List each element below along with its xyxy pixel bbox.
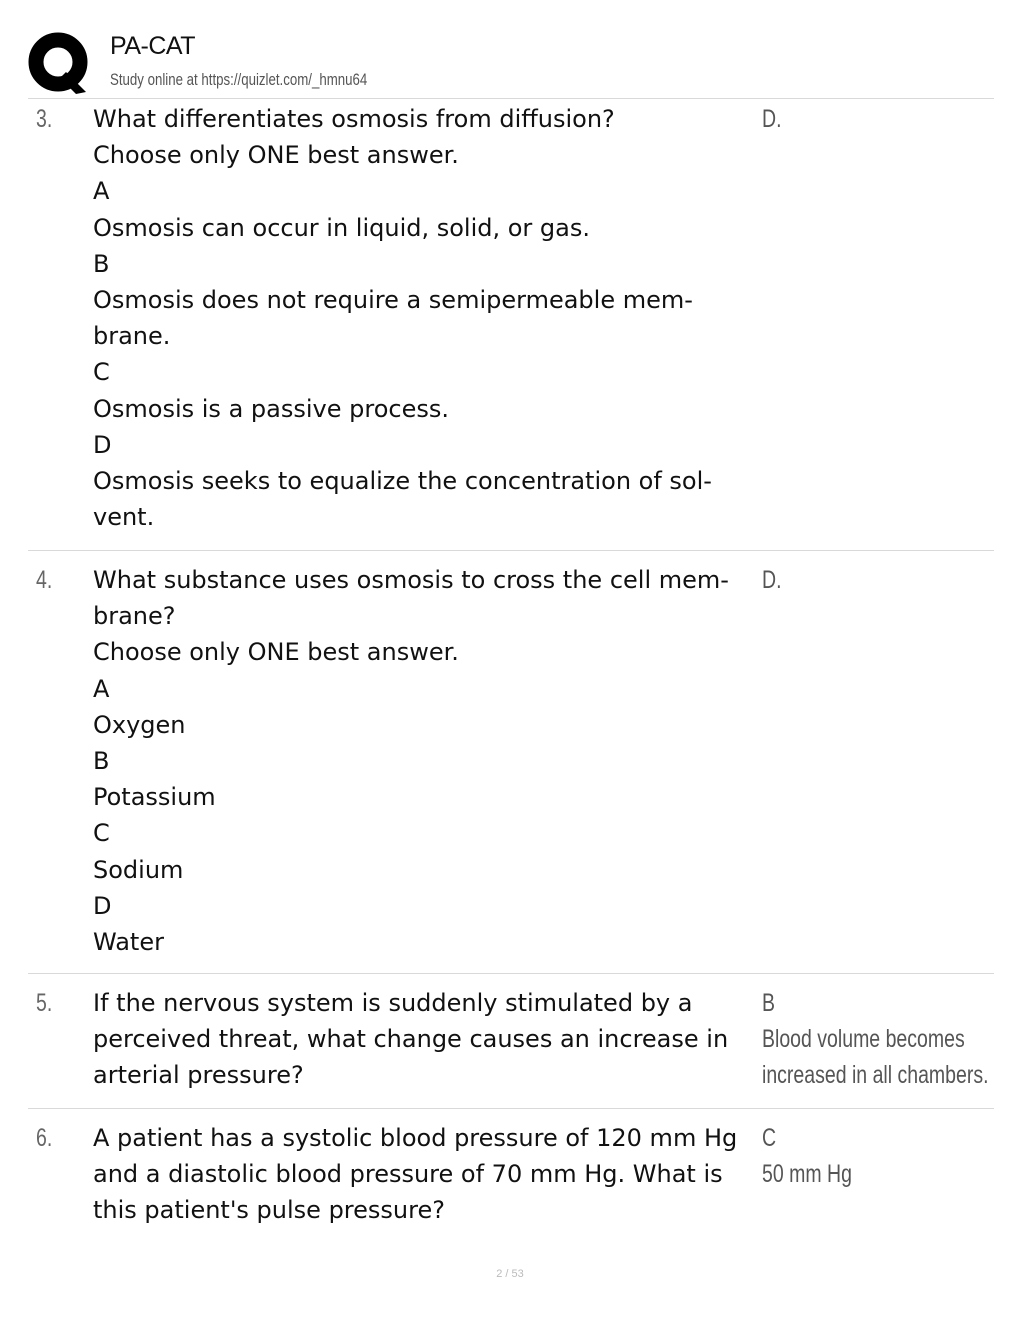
option-letter: A	[93, 177, 110, 206]
question-line: If the nervous system is suddenly stimulated by a	[93, 989, 693, 1017]
answer-line: C	[762, 1124, 777, 1152]
card-number: 5.	[36, 989, 53, 1017]
card-number: 6.	[36, 1124, 53, 1152]
card-answer	[762, 1120, 994, 1192]
question-line: brane?	[93, 602, 176, 631]
option-text: Osmosis can occur in liquid, solid, or gas.	[93, 213, 591, 242]
set-url-line: Study online at https://quizlet.com/_hmnu64	[110, 70, 368, 89]
page-number: 2 / 53	[496, 1268, 524, 1280]
option-letter: A	[93, 674, 110, 703]
option-letter: C	[93, 358, 110, 387]
card-answer	[762, 562, 994, 598]
answer-line: D.	[762, 105, 782, 133]
set-title: PA-CAT	[110, 32, 195, 60]
answer-line: Blood volume becomes	[762, 1025, 965, 1054]
question-line: A patient has a systolic blood pressure of 120 mm Hg	[93, 1124, 738, 1152]
question-line: What differentiates osmosis from diffusion?	[93, 105, 615, 133]
card-answer	[762, 101, 994, 137]
flashcard-5	[28, 985, 994, 1109]
option-letter: D	[93, 430, 112, 459]
question-line: arterial pressure?	[93, 1061, 304, 1090]
answer-line: 50 mm Hg	[762, 1160, 852, 1189]
answer-line: increased in all chambers.	[762, 1061, 989, 1090]
question-line: perceived threat, what change causes an increase in	[93, 1025, 729, 1054]
card-question	[93, 985, 758, 1094]
answer-line: B	[762, 989, 776, 1017]
question-line: and a diastolic blood pressure of 70 mm Hg. What is	[93, 1160, 723, 1189]
card-question	[93, 562, 758, 960]
question-line: Choose only ONE best answer.	[93, 638, 459, 667]
flashcard-3	[28, 101, 994, 551]
option-text: brane.	[93, 322, 171, 351]
flashcard-4	[28, 562, 994, 974]
option-text: Osmosis is a passive process.	[93, 394, 449, 423]
page-header	[28, 28, 994, 99]
option-text: Water	[93, 928, 164, 957]
flashcard-6	[28, 1120, 994, 1240]
question-line: What substance uses osmosis to cross the cell mem-	[93, 566, 729, 594]
option-text: Sodium	[93, 855, 184, 884]
option-letter: B	[93, 249, 110, 278]
option-text: vent.	[93, 503, 155, 532]
option-text: Osmosis seeks to equalize the concentration of sol-	[93, 467, 712, 496]
option-letter: D	[93, 891, 112, 920]
card-answer	[762, 985, 994, 1094]
option-text: Oxygen	[93, 710, 186, 739]
quizlet-logo-icon	[28, 32, 92, 96]
option-letter: C	[93, 819, 110, 848]
option-letter: B	[93, 747, 110, 776]
question-line: Choose only ONE best answer.	[93, 141, 459, 170]
card-number: 4.	[36, 566, 53, 594]
card-question	[93, 1120, 758, 1229]
card-question	[93, 101, 758, 535]
option-text: Potassium	[93, 783, 216, 812]
card-number: 3.	[36, 105, 53, 133]
answer-line: D.	[762, 566, 782, 594]
question-line: this patient's pulse pressure?	[93, 1196, 445, 1225]
option-text: Osmosis does not require a semipermeable mem-	[93, 286, 693, 315]
